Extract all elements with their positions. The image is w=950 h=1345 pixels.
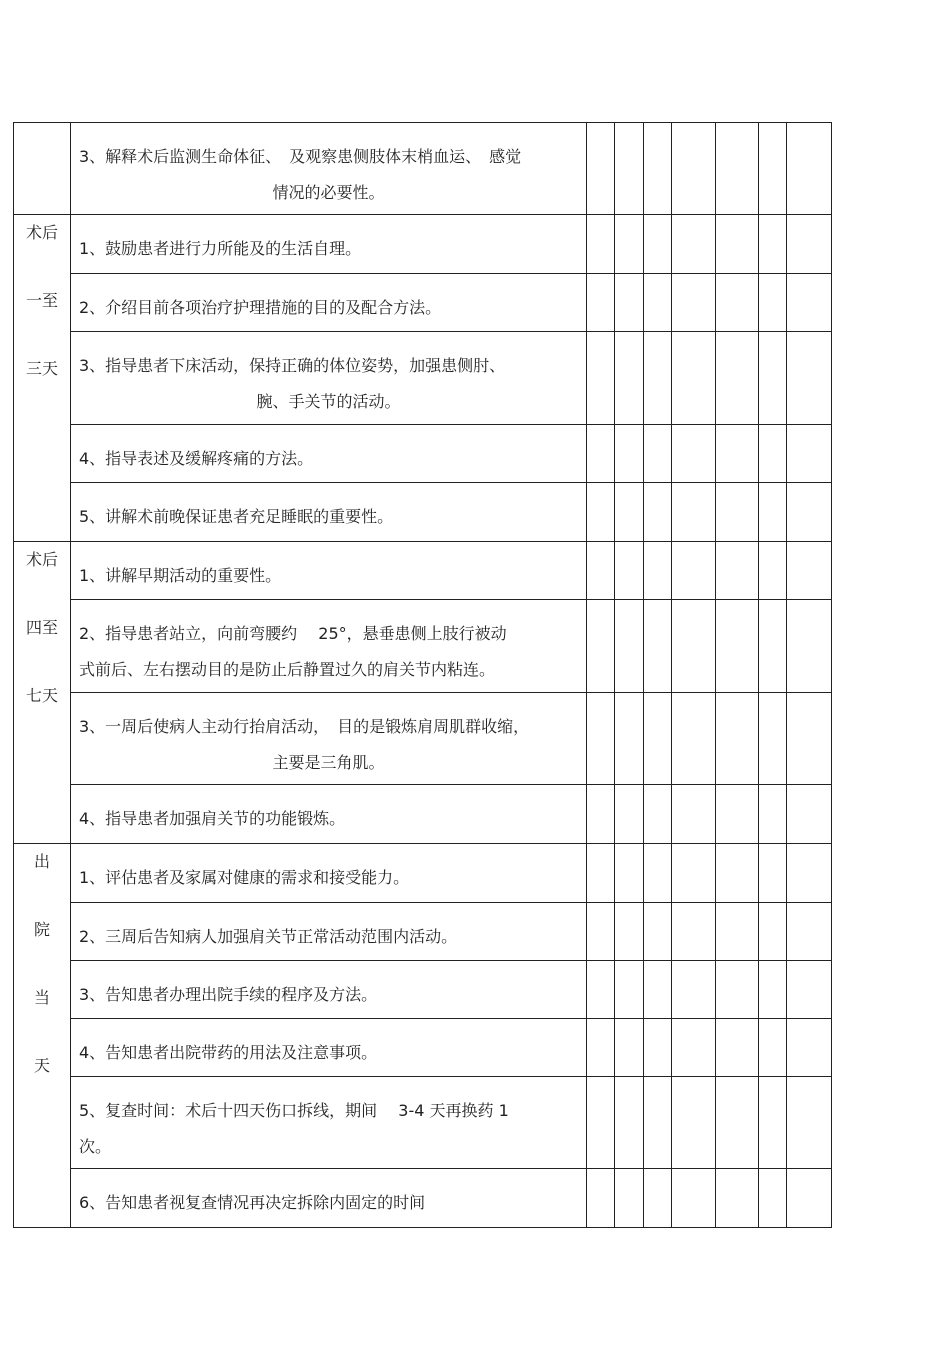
education-item bbox=[71, 332, 587, 425]
check-cell[interactable] bbox=[759, 785, 787, 844]
check-cell[interactable] bbox=[672, 483, 716, 542]
item-text-line1: 3、一周后使病人主动行抬肩活动， 目的是锻炼肩周肌群收缩， bbox=[79, 717, 530, 736]
check-cell[interactable] bbox=[615, 483, 644, 542]
check-cell[interactable] bbox=[644, 483, 672, 542]
phase-label: 七天 bbox=[25, 686, 58, 705]
item-text-line2: 腕、手关节的活动。 bbox=[256, 392, 401, 411]
phase-label: 三天 bbox=[25, 359, 58, 378]
check-cell[interactable] bbox=[615, 332, 644, 425]
check-cell[interactable] bbox=[644, 903, 672, 961]
check-cell[interactable] bbox=[787, 600, 832, 693]
check-cell[interactable] bbox=[759, 542, 787, 600]
education-item bbox=[71, 215, 587, 274]
phase-label: 一至 bbox=[25, 291, 58, 310]
item-text-line2: 次。 bbox=[79, 1137, 112, 1156]
check-cell[interactable] bbox=[672, 1169, 716, 1228]
phase-label: 天 bbox=[33, 1056, 50, 1075]
check-cell[interactable] bbox=[787, 903, 832, 961]
check-cell[interactable] bbox=[787, 961, 832, 1019]
check-cell[interactable] bbox=[615, 1019, 644, 1077]
check-cell[interactable] bbox=[672, 600, 716, 693]
check-cell[interactable] bbox=[759, 600, 787, 693]
item-text-line1: 2、三周后告知病人加强肩关节正常活动范围内活动。 bbox=[79, 927, 458, 946]
check-cell[interactable] bbox=[716, 961, 759, 1019]
check-cell[interactable] bbox=[615, 274, 644, 332]
check-cell[interactable] bbox=[615, 785, 644, 844]
check-cell[interactable] bbox=[644, 961, 672, 1019]
education-item bbox=[71, 693, 587, 785]
check-cell[interactable] bbox=[716, 600, 759, 693]
check-cell[interactable] bbox=[615, 903, 644, 961]
table-row bbox=[14, 123, 832, 215]
table-row bbox=[14, 1077, 832, 1169]
check-cell[interactable] bbox=[759, 1019, 787, 1077]
check-cell[interactable] bbox=[615, 215, 644, 274]
education-item bbox=[71, 123, 587, 215]
check-cell[interactable] bbox=[587, 1169, 615, 1228]
phase-label: 术后 bbox=[25, 550, 58, 569]
check-cell[interactable] bbox=[787, 785, 832, 844]
check-cell[interactable] bbox=[644, 844, 672, 903]
table-row bbox=[14, 1169, 832, 1228]
check-cell[interactable] bbox=[716, 844, 759, 903]
item-text-line1: 2、指导患者站立，向前弯腰约 25°，悬垂患侧上肢行被动 bbox=[79, 624, 507, 643]
education-item bbox=[71, 425, 587, 483]
item-text-line1: 4、指导患者加强肩关节的功能锻炼。 bbox=[79, 809, 346, 828]
check-cell[interactable] bbox=[615, 600, 644, 693]
check-cell[interactable] bbox=[716, 542, 759, 600]
check-cell[interactable] bbox=[716, 1169, 759, 1228]
education-item bbox=[71, 1169, 587, 1228]
education-item bbox=[71, 961, 587, 1019]
check-cell[interactable] bbox=[716, 1019, 759, 1077]
check-cell[interactable] bbox=[787, 1019, 832, 1077]
check-cell[interactable] bbox=[615, 542, 644, 600]
check-cell[interactable] bbox=[716, 903, 759, 961]
education-item bbox=[71, 844, 587, 903]
item-text-line1: 3、解释术后监测生命体征、 及观察患侧肢体末梢血运、 感觉 bbox=[79, 147, 522, 166]
check-cell[interactable] bbox=[672, 274, 716, 332]
check-cell[interactable] bbox=[759, 961, 787, 1019]
table-row bbox=[14, 785, 832, 844]
check-cell[interactable] bbox=[587, 785, 615, 844]
check-cell[interactable] bbox=[759, 215, 787, 274]
check-cell[interactable] bbox=[716, 693, 759, 785]
item-text-line1: 1、鼓励患者进行力所能及的生活自理。 bbox=[79, 239, 362, 258]
check-cell[interactable] bbox=[672, 844, 716, 903]
check-cell[interactable] bbox=[615, 961, 644, 1019]
table-row bbox=[14, 600, 832, 693]
check-cell[interactable] bbox=[615, 844, 644, 903]
check-cell[interactable] bbox=[644, 332, 672, 425]
check-cell[interactable] bbox=[644, 123, 672, 215]
check-cell[interactable] bbox=[787, 274, 832, 332]
check-cell[interactable] bbox=[587, 961, 615, 1019]
phase-label: 出 bbox=[33, 852, 50, 871]
check-cell[interactable] bbox=[644, 600, 672, 693]
check-cell[interactable] bbox=[716, 1077, 759, 1169]
check-cell[interactable] bbox=[716, 215, 759, 274]
check-cell[interactable] bbox=[644, 1169, 672, 1228]
check-cell[interactable] bbox=[759, 1077, 787, 1169]
check-cell[interactable] bbox=[787, 123, 832, 215]
check-cell[interactable] bbox=[615, 425, 644, 483]
check-cell[interactable] bbox=[787, 332, 832, 425]
check-cell[interactable] bbox=[716, 785, 759, 844]
check-cell[interactable] bbox=[615, 693, 644, 785]
check-cell[interactable] bbox=[615, 1077, 644, 1169]
table-row bbox=[14, 961, 832, 1019]
check-cell[interactable] bbox=[644, 542, 672, 600]
check-cell[interactable] bbox=[759, 425, 787, 483]
check-cell[interactable] bbox=[672, 693, 716, 785]
item-text-line1: 4、指导表述及缓解疼痛的方法。 bbox=[79, 449, 314, 468]
check-cell[interactable] bbox=[716, 123, 759, 215]
check-cell[interactable] bbox=[644, 1077, 672, 1169]
check-cell[interactable] bbox=[716, 332, 759, 425]
check-cell[interactable] bbox=[759, 844, 787, 903]
check-cell[interactable] bbox=[672, 332, 716, 425]
table-row bbox=[14, 425, 832, 483]
check-cell[interactable] bbox=[587, 332, 615, 425]
table-row bbox=[14, 542, 832, 600]
check-cell[interactable] bbox=[759, 332, 787, 425]
check-cell[interactable] bbox=[672, 215, 716, 274]
check-cell[interactable] bbox=[672, 1077, 716, 1169]
phase-cell bbox=[14, 844, 71, 1228]
check-cell[interactable] bbox=[644, 274, 672, 332]
check-cell[interactable] bbox=[644, 1019, 672, 1077]
check-cell[interactable] bbox=[587, 215, 615, 274]
check-cell[interactable] bbox=[672, 961, 716, 1019]
check-cell[interactable] bbox=[759, 483, 787, 542]
check-cell[interactable] bbox=[644, 785, 672, 844]
phase-cell bbox=[14, 215, 71, 542]
item-text-line2: 主要是三角肌。 bbox=[272, 753, 385, 772]
education-item bbox=[71, 600, 587, 693]
phase-label: 四至 bbox=[25, 618, 58, 637]
item-text-line1: 6、告知患者视复查情况再决定拆除内固定的时间 bbox=[79, 1193, 426, 1212]
item-text-line1: 3、告知患者办理出院手续的程序及方法。 bbox=[79, 985, 378, 1004]
check-cell[interactable] bbox=[759, 903, 787, 961]
check-cell[interactable] bbox=[644, 693, 672, 785]
check-cell[interactable] bbox=[587, 903, 615, 961]
education-item bbox=[71, 1019, 587, 1077]
check-cell[interactable] bbox=[587, 1077, 615, 1169]
check-cell[interactable] bbox=[615, 1169, 644, 1228]
check-cell[interactable] bbox=[587, 274, 615, 332]
education-item bbox=[71, 274, 587, 332]
phase-cell bbox=[14, 542, 71, 844]
table-row bbox=[14, 483, 832, 542]
health-education-table bbox=[13, 122, 832, 1228]
phase-label: 当 bbox=[33, 988, 50, 1007]
check-cell[interactable] bbox=[672, 1019, 716, 1077]
item-text-line1: 5、讲解术前晚保证患者充足睡眠的重要性。 bbox=[79, 507, 394, 526]
check-cell[interactable] bbox=[787, 425, 832, 483]
check-cell[interactable] bbox=[672, 123, 716, 215]
item-text-line1: 5、复查时间：术后十四天伤口拆线，期间 3-4 天再换药 1 bbox=[79, 1101, 509, 1120]
check-cell[interactable] bbox=[587, 693, 615, 785]
check-cell[interactable] bbox=[716, 425, 759, 483]
table-row bbox=[14, 844, 832, 903]
check-cell[interactable] bbox=[587, 123, 615, 215]
table-row bbox=[14, 332, 832, 425]
item-text-line1: 4、告知患者出院带药的用法及注意事项。 bbox=[79, 1043, 378, 1062]
item-text-line1: 3、指导患者下床活动，保持正确的体位姿势，加强患侧肘、 bbox=[79, 356, 506, 375]
check-cell[interactable] bbox=[644, 425, 672, 483]
check-cell[interactable] bbox=[716, 274, 759, 332]
item-text-line1: 1、讲解早期活动的重要性。 bbox=[79, 566, 282, 585]
check-cell[interactable] bbox=[787, 1077, 832, 1169]
check-cell[interactable] bbox=[759, 693, 787, 785]
item-text-line1: 2、介绍目前各项治疗护理措施的目的及配合方法。 bbox=[79, 298, 442, 317]
education-item bbox=[71, 903, 587, 961]
phase-label: 术后 bbox=[25, 223, 58, 242]
education-item bbox=[71, 483, 587, 542]
check-cell[interactable] bbox=[716, 483, 759, 542]
check-cell[interactable] bbox=[787, 542, 832, 600]
check-cell[interactable] bbox=[587, 425, 615, 483]
phase-label: 院 bbox=[33, 920, 50, 939]
education-item bbox=[71, 1077, 587, 1169]
table-row bbox=[14, 903, 832, 961]
check-cell[interactable] bbox=[787, 693, 832, 785]
check-cell[interactable] bbox=[759, 123, 787, 215]
check-cell[interactable] bbox=[787, 215, 832, 274]
check-cell[interactable] bbox=[587, 600, 615, 693]
check-cell[interactable] bbox=[759, 1169, 787, 1228]
check-cell[interactable] bbox=[787, 1169, 832, 1228]
item-text-line2: 式前后、左右摆动目的是防止后静置过久的肩关节内粘连。 bbox=[79, 660, 496, 679]
check-cell[interactable] bbox=[672, 425, 716, 483]
check-cell[interactable] bbox=[587, 483, 615, 542]
check-cell[interactable] bbox=[615, 123, 644, 215]
check-cell[interactable] bbox=[672, 542, 716, 600]
table-row bbox=[14, 693, 832, 785]
education-item bbox=[71, 785, 587, 844]
check-cell[interactable] bbox=[672, 785, 716, 844]
item-text-line2: 情况的必要性。 bbox=[272, 183, 385, 202]
check-cell[interactable] bbox=[787, 844, 832, 903]
check-cell[interactable] bbox=[587, 1019, 615, 1077]
education-item bbox=[71, 542, 587, 600]
check-cell[interactable] bbox=[787, 483, 832, 542]
check-cell[interactable] bbox=[672, 903, 716, 961]
check-cell[interactable] bbox=[587, 542, 615, 600]
check-cell[interactable] bbox=[587, 844, 615, 903]
check-cell[interactable] bbox=[644, 215, 672, 274]
table-row bbox=[14, 274, 832, 332]
check-cell[interactable] bbox=[759, 274, 787, 332]
item-text-line1: 1、评估患者及家属对健康的需求和接受能力。 bbox=[79, 868, 410, 887]
table-row bbox=[14, 1019, 832, 1077]
table-row bbox=[14, 215, 832, 274]
